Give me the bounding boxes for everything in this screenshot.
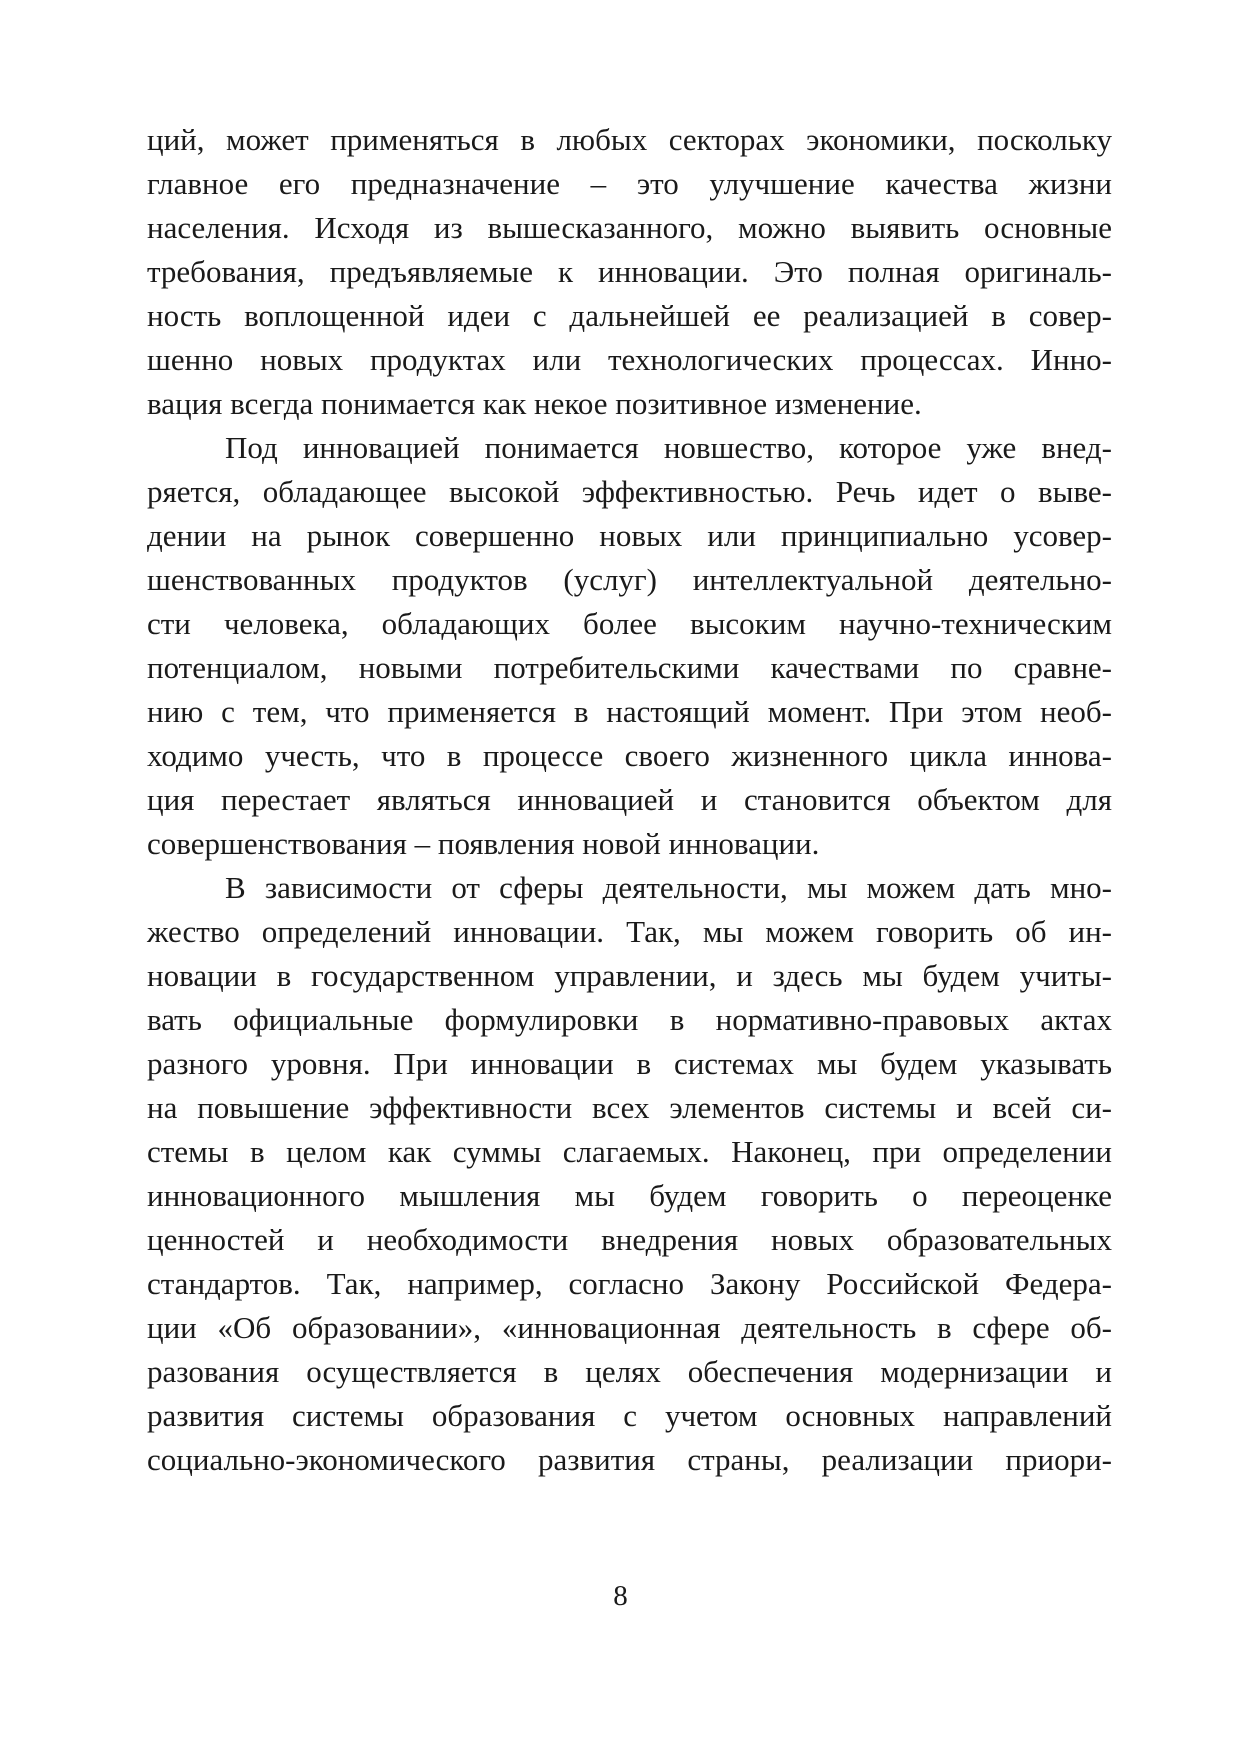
paragraph [147,866,1112,1482]
text-line: потенциалом, новыми потребительскими качествами по сравне- [147,650,1112,685]
text-line: совершенствования – появления новой инновации. [147,826,820,861]
text-line: главное его предназначение – это улучшение качества жизни [147,166,1112,201]
paragraph [147,426,1112,866]
text-line: нию с тем, что применяется в настоящий момент. При этом необ- [147,694,1112,729]
text-line: населения. Исходя из вышесказанного, можно выявить основные [147,210,1112,245]
text-line: на повышение эффективности всех элементов системы и всей си- [147,1090,1112,1125]
text-line: инновационного мышления мы будем говорить о переоценке [147,1178,1112,1213]
text-line: разного уровня. При инновации в системах мы будем указывать [147,1046,1112,1081]
text-line: вация всегда понимается как некое позитивное изменение. [147,386,922,421]
text-line: требования, предъявляемые к инновации. Это полная оригиналь- [147,254,1112,289]
text-line: ция перестает являться инновацией и становится объектом для [147,782,1112,817]
text-line: разования осуществляется в целях обеспечения модернизации и [147,1354,1112,1389]
text-line: шенно новых продуктах или технологических процессах. Инно- [147,342,1112,377]
text-line: ций, может применяться в любых секторах экономики, поскольку [147,122,1112,157]
text-line: стандартов. Так, например, согласно Закону Российской Федера- [147,1266,1112,1301]
text-line: ность воплощенной идеи с дальнейшей ее реализацией в совер- [147,298,1112,333]
text-line: дении на рынок совершенно новых или принципиально усовер- [147,518,1112,553]
text-line: ценностей и необходимости внедрения новых образовательных [147,1222,1112,1257]
text-line: шенствованных продуктов (услуг) интеллектуальной деятельно- [147,562,1112,597]
paragraph [147,118,1112,426]
body-text [147,118,1112,1482]
text-line: новации в государственном управлении, и здесь мы будем учиты- [147,958,1112,993]
text-line: социально-экономического развития страны, реализации приори- [147,1442,1112,1477]
text-line: сти человека, обладающих более высоким научно-техническим [147,606,1112,641]
page-number: 8 [613,1580,628,1612]
text-line: Под инновацией понимается новшество, которое уже внед- [225,430,1112,465]
text-line: ходимо учесть, что в процессе своего жизненного цикла иннова- [147,738,1112,773]
text-line: ряется, обладающее высокой эффективностью. Речь идет о выве- [147,474,1112,509]
text-line: В зависимости от сферы деятельности, мы можем дать мно- [225,870,1112,905]
text-line: развития системы образования с учетом основных направлений [147,1398,1112,1433]
text-line: ции «Об образовании», «инновационная деятельность в сфере об- [147,1310,1112,1345]
text-line: стемы в целом как суммы слагаемых. Наконец, при определении [147,1134,1112,1169]
text-line: жество определений инновации. Так, мы можем говорить об ин- [147,914,1112,949]
text-line: вать официальные формулировки в нормативно-правовых актах [147,1002,1112,1037]
